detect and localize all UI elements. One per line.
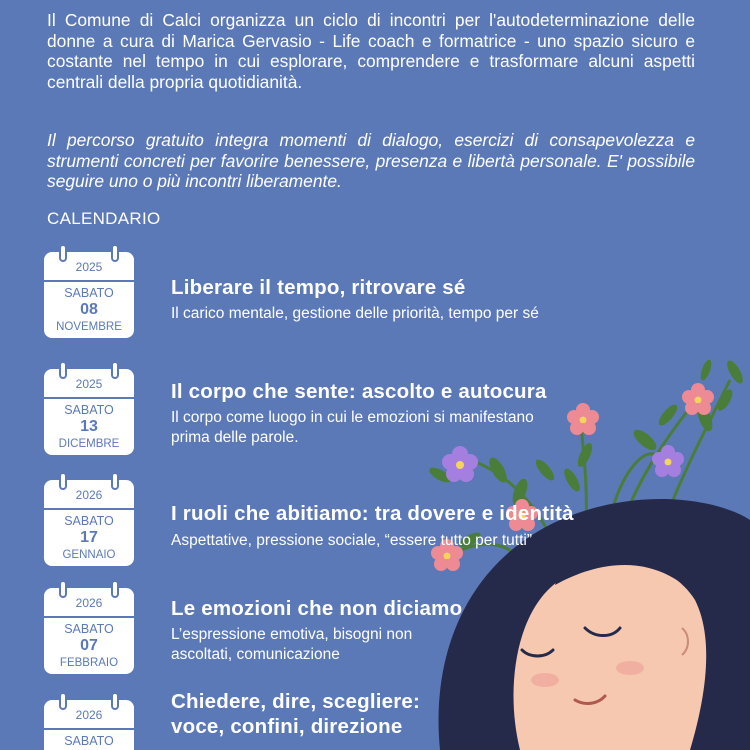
event-subtitle: Il carico mentale, gestione delle priorità, tempo per sé: [171, 305, 539, 322]
date-year: 2026: [44, 588, 134, 618]
event-title: Il corpo che sente: ascolto e autocura: [171, 380, 547, 403]
calendar-date-card: [44, 700, 134, 750]
date-year: 2025: [44, 252, 134, 282]
date-month: FEBBRAIO: [59, 657, 119, 669]
date-weekday: SABATO: [64, 734, 114, 748]
event-title: Le emozioni che non diciamo: [171, 597, 463, 620]
calendar-entry: [44, 361, 744, 461]
calendar-entry: [44, 580, 744, 680]
calendar-date-card: [44, 252, 134, 338]
date-month: DICEMBRE: [58, 438, 120, 450]
calendar-date-card: [44, 369, 134, 455]
event-subtitle: Aspettative, pressione sociale, “essere tutto per tutti”: [171, 532, 532, 549]
date-month: NOVEMBRE: [56, 321, 122, 333]
date-year: 2025: [44, 369, 134, 399]
date-weekday: SABATO: [64, 622, 114, 636]
date-weekday: SABATO: [64, 286, 114, 300]
date-year: 2026: [44, 700, 134, 730]
event-subtitle: Il corpo come luogo in cui le emozioni si manifestano: [171, 409, 534, 426]
event-subtitle: L’espressione emotiva, bisogni non: [171, 626, 413, 643]
event-subtitle: prima delle parole.: [171, 429, 299, 446]
date-month: GENNAIO: [62, 549, 116, 561]
event-title: voce, confini, direzione: [171, 715, 403, 738]
date-day: 07: [80, 637, 98, 654]
date-year: 2026: [44, 480, 134, 510]
calendar-entry: [44, 472, 744, 572]
date-weekday: SABATO: [64, 514, 114, 528]
date-day: 17: [80, 529, 98, 546]
intro-paragraph: Il Comune di Calci organizza un ciclo di incontri per l'autodeterminazione delle donne a cura di Marica Gervasio - Life coach e formatrice - uno spazio sicuro e costante nel tempo in cui esplorare, comprendere e trasformare alcuni aspetti centrali della propria quotidianità.: [47, 10, 695, 92]
calendar-entry: [44, 244, 744, 344]
date-day: 08: [80, 301, 98, 318]
event-subtitle: ascoltati, comunicazione: [171, 646, 340, 663]
calendar-date-card: [44, 480, 134, 566]
calendar-entry: [44, 692, 744, 750]
calendar-heading: CALENDARIO: [47, 209, 161, 228]
event-title: I ruoli che abitiamo: tra dovere e identità: [171, 502, 574, 525]
intro-paragraph-italic: Il percorso gratuito integra momenti di dialogo, esercizi di consapevolezza e strumenti concreti per favorire benessere, presenza e libertà personale. E' possibile seguire uno o più incontri liberamente.: [47, 130, 695, 192]
event-title: Chiedere, dire, scegliere:: [171, 692, 421, 713]
event-title: Liberare il tempo, ritrovare sé: [171, 276, 466, 299]
date-weekday: SABATO: [64, 403, 114, 417]
date-day: 13: [80, 418, 98, 435]
calendar-date-card: [44, 588, 134, 674]
